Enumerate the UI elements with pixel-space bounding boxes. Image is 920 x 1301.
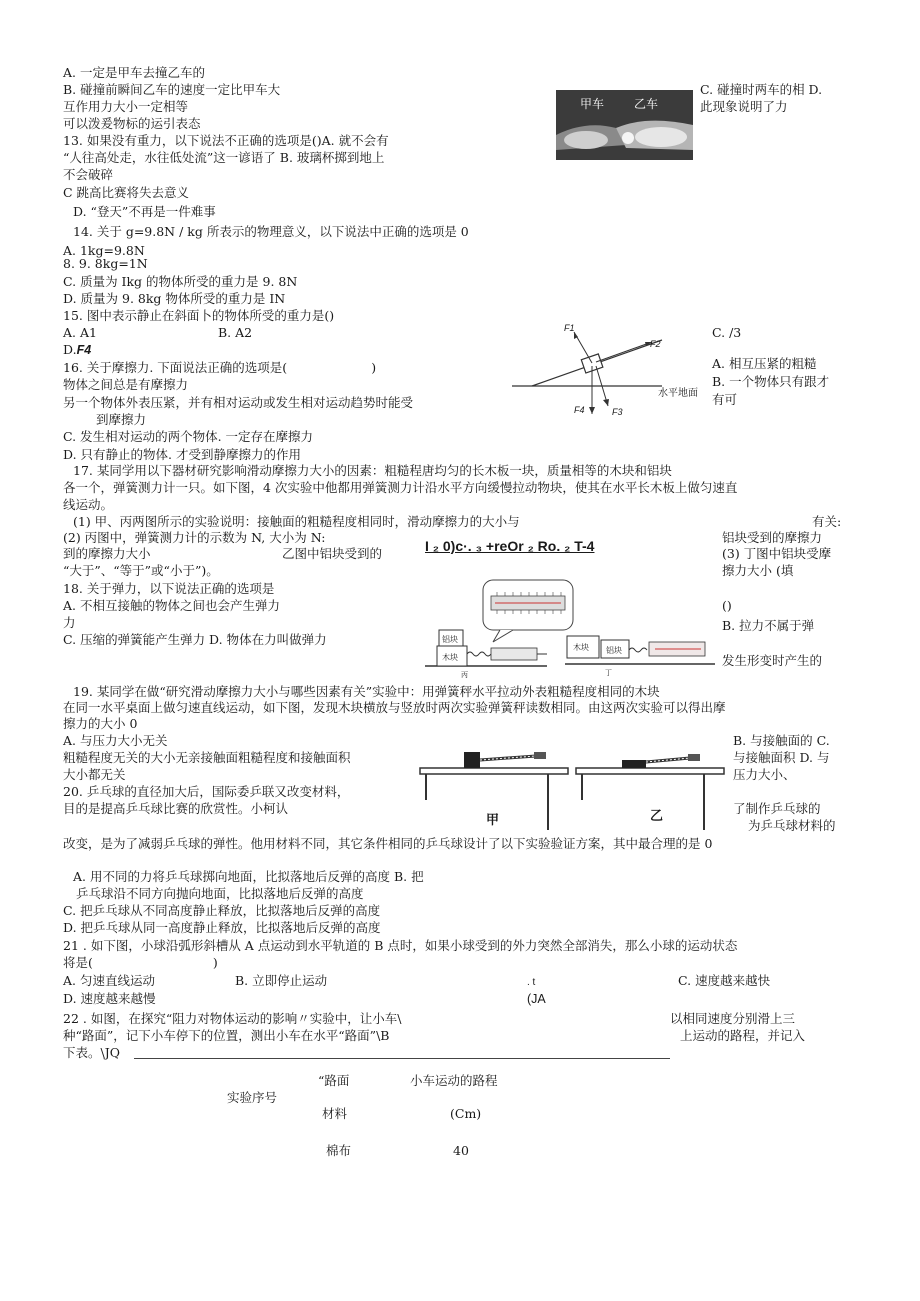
table-header-distance: 小车运动的路程 [410,1073,498,1088]
q21-option-d: D. 速度越来越慢 [63,991,156,1006]
q13-text: 不会破碎 [63,167,114,182]
text-line: 可以泼爰物标的运引表态 [63,116,201,131]
q17-stem: 17. 某同学用以下器材研究影响滑动摩擦力大小的因素：粗糙程唐均匀的长木板一块，质量相等的木块和铝块 [73,463,672,478]
q16-stem [63,360,376,376]
text-line: 互作用力大小一定相等 [63,99,189,114]
aluminum-block-label-c: 铝块 [442,635,458,644]
q21-option-b: B. 立即停止运动 [235,973,328,988]
q14-option-b: 8. 9. 8kg=1N [63,256,148,271]
incline-force-diagram [512,318,712,418]
q15-option-d-value: F4 [76,343,92,357]
q13-stem: 13. 如果没有重力，以下说法不正确的选项是()A. 就不会有 [63,133,389,148]
q17-text: 有关: [812,514,842,529]
q20-text: 乒乓球沿不同方向抛向地面，比拟落地后反弹的高度 [76,886,364,901]
q15-option-b: B. A2 [218,325,253,340]
table-cell-distance: 40 [453,1143,469,1158]
figure-caption-c: 丙 [461,672,468,679]
q20-option-c: C. 把乒乓球从不同高度静止释放，比拟落地后反弹的高度 [63,903,381,918]
q22-text: 种“路面”，记下小车停下的位置，测出小车在水平“路面”\B [63,1028,390,1043]
q21-option-c: C. 速度越来越快 [678,973,771,988]
q19-text: 压力大小、 [733,767,796,782]
table-caption-a: 甲 [486,812,500,827]
wood-block-label-d: 木块 [573,643,589,652]
q21-text [63,955,218,971]
car-collision-photo [556,90,693,160]
q13-option-c: C 跳高比赛将失去意义 [63,185,190,200]
table-experiment-figure [418,730,730,830]
q21-option-a: A. 匀速直线运动 [63,973,155,988]
q19-text: 擦力的大小 0 [63,716,138,731]
text-line: 此现象说明了力 [700,99,788,114]
q18-blank: () [722,598,732,613]
q20-text: 了制作乒乓球的 [733,801,821,816]
q14-option-a: A. 1kg=9.8N [63,243,145,258]
q20-stem: 20. 乒乓球的直径加大后，国际委乒联又改变材料， [63,784,350,799]
q16-text: 物体之间总是有摩擦力 [63,377,189,392]
q16-stem-text: 16. 关于摩擦力. 下面说法正确的选项是( [63,360,288,375]
q21-stem-close: ) [212,955,218,970]
q16-option-b: B. 一个物体只有跟才 [712,374,830,389]
option-a-q12: A. 一定是甲车去撞乙车的 [63,65,205,80]
q22-stem: 22 . 如图，在探究“阻力对物体运动的影响〃实验中，让小车\ [63,1011,402,1026]
q15-stem: 15. 图中表示静止在斜面卜的物体所受的重力是() [63,308,335,323]
q21-mark: (JA [527,992,546,1006]
q17-text: 线运动。 [63,497,114,512]
q17-text: 到的摩擦力大小 [63,546,151,561]
q18-text: 力 [63,615,76,630]
q18-option-cd: C. 压缩的弹簧能产生弹力 D. 物体在力叫做弹力 [63,632,327,647]
q17-text: 擦力大小 (填 [722,563,794,578]
q13-option-d: D. “登天”不再是一件难事 [73,204,216,219]
table-header-trial: 实验序号 [227,1090,278,1105]
q13-text: “人往高处走，水往低处流”这一谚语了 B. 玻璃杯掷到地上 [63,150,385,165]
q15-option-d [63,342,91,358]
q16-stem-close: ) [371,360,377,375]
q14-option-d: D. 质量为 9. 8kg 物体所受的重力是 IN [63,291,286,306]
q21-stem-text: 将是( [63,955,93,970]
q14-option-c: C. 质量为 Ikg 的物体所受的重力是 9. 8N [63,274,298,289]
ground-label: 水平地面 [658,388,698,399]
q20-option-ab: A. 用不同的力将乒乓球掷向地面，比拟落地后反弹的高度 B. 把 [73,869,424,884]
wood-block-label-c: 木块 [442,653,458,662]
option-c-q12: C. 碰撞时两车的相 D. [700,82,823,97]
force-f1-label: F1 [564,323,575,333]
q19-stem: 19. 某同学在做“研究滑动摩擦力大小与哪些因素有关”实验中：用弹簧秤水平拉动外表粗糙程度相同的木块 [73,684,660,699]
q20-text: 改变，是为了减弱乒乓球的弹性。他用材料不同，其它条件相同的乒乓球设计了以下实验验证方案，其中最合理的是 0 [63,836,713,851]
q17-text: 乙图中铝块受到的 [282,546,383,561]
friction-experiment-figure [425,578,715,678]
q20-option-d: D. 把乒乓球从同一高度静止释放，比拟落地后反弹的高度 [63,920,381,935]
q19-text: 大小都无关 [63,767,126,782]
q16-text: 有可 [712,392,738,407]
table-header-surface: “路面 [318,1073,350,1088]
q17-part1: (1) 甲、丙两图所示的实验说明：接触面的粗糙程度相同时，滑动摩擦力的大小与 [73,514,520,529]
q21-mark: . t [527,977,536,988]
q19-text: 在同一水平桌面上做匀速直线运动，如下图，发现木块横放与竖放时两次实验弹簧秤读数相同。由这两次实验可以得出摩 [63,700,726,715]
car-b-label: 乙车 [634,97,659,111]
q19-option-a: A. 与压力大小无关 [63,733,168,748]
table-header-material: 材料 [322,1106,348,1121]
q18-stem: 18. 关于弹力，以下说法正确的选项是 [63,581,275,596]
car-a-label: 甲车 [580,97,605,111]
q22-rule [134,1058,670,1059]
q22-text: 上运动的路程，并记入 [680,1028,806,1043]
aluminum-block-label-d: 铝块 [606,646,622,655]
q16-option-d: D. 只有静止的物体. 才受到静摩擦力的作用 [63,447,301,462]
q22-text: 下表。\JQ [63,1045,120,1060]
q18-option-a: A. 不相互接触的物体之间也会产生弹力 [63,598,280,613]
force-f3-label: F3 [612,407,623,417]
q21-stem: 21 . 如下图，小球沿弧形斜槽从 A 点运动到水平轨道的 B 点时，如果小球受到的外力突然全部消失，那么小球的运动状态 [63,938,738,953]
q19-option-b: B. 与接触面的 C. [733,733,830,748]
q20-text: 为乒乓球材料的 [748,818,836,833]
q17-text: 铝块受到的摩擦力 [722,530,823,545]
q19-text: 与接触面积 D. 与 [733,750,830,765]
q15-option-a: A. A1 [63,325,97,340]
figure-caption-d: 丁 [605,670,612,677]
table-header-unit: (Cm) [450,1106,482,1121]
q19-text: 粗糙程度无关的大小无亲接触面粗糙程度和接触面积 [63,750,351,765]
q22-text: 以相同速度分别滑上三 [670,1011,796,1026]
force-f4-label: F4 [574,405,585,415]
q17-part2: (2) 丙图中，弹簧测力计的示数为 N, 大小为 N: [63,530,326,545]
q17-text: 各一个，弹簧测力计一只。如下图，4 次实验中他都用弹簧测力计沿水平方向缓慢拉动物块，使其在水平长木板上做匀速直 [63,480,738,495]
q16-text: 到摩擦力 [96,412,147,427]
force-f2-label: F2 [650,339,661,349]
q16-text: 另一个物体外表压紧，并有相对运动或发生相对运动趋势时能受 [63,395,414,410]
q14-stem: 14. 关于 g=9.8N / kg 所表示的物理意义，以下说法中正确的选项是 0 [73,224,469,239]
q15-option-c: C. /3 [712,325,742,340]
q20-text: 目的是提高乒乓球比赛的欣赏性。小柯认 [63,801,289,816]
q16-option-a: A. 相互压紧的粗糙 [712,356,817,371]
friction-figure-heading: I ₂ 0)c·. ₃ +reOr ₂ Ro. ₂ T-4 [425,538,595,554]
q18-option-b: B. 拉力不属于弹 [722,618,815,633]
q17-part3: (3) 丁图中铝块受摩 [722,546,832,561]
q18-text: 发生形变时产生的 [722,653,823,668]
q17-text: “大于”、“等于”或“小于”)。 [63,563,219,578]
q15-option-d-letter: D. [63,342,77,357]
table-caption-b: 乙 [650,808,664,823]
q16-option-c: C. 发生相对运动的两个物体. 一定存在摩擦力 [63,429,314,444]
option-b-q12: B. 碰撞前瞬间乙车的速度一定比甲车大 [63,82,281,97]
table-cell-material: 棉布 [326,1143,352,1158]
